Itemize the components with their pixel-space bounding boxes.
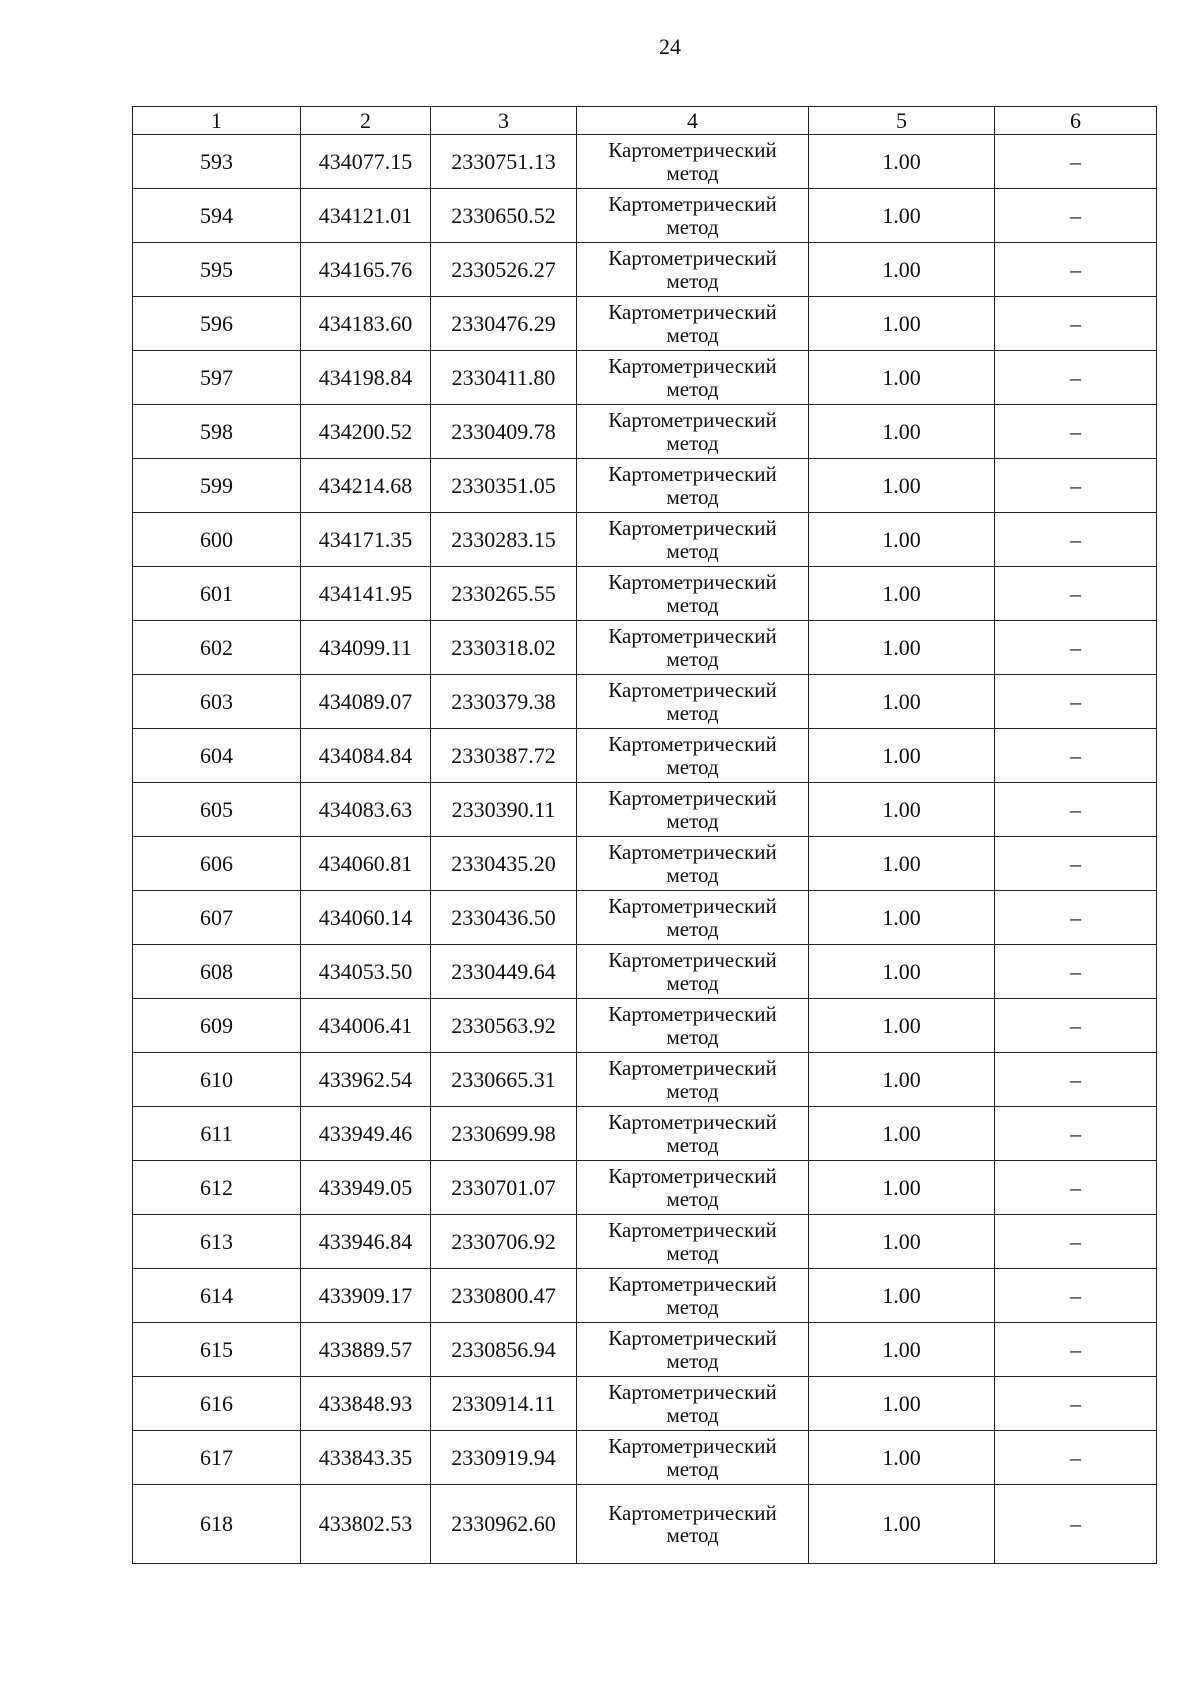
method-line-2: метод xyxy=(666,214,719,239)
x-coordinate-cell: 433949.05 xyxy=(301,1161,431,1215)
method-line-2: метод xyxy=(666,268,719,293)
y-coordinate-cell: 2330476.29 xyxy=(431,297,577,351)
x-coordinate-cell: 434099.11 xyxy=(301,621,431,675)
y-coordinate-cell: 2330387.72 xyxy=(431,729,577,783)
table-row xyxy=(133,1053,1157,1107)
header-col-1: 1 xyxy=(133,107,301,135)
method-cell xyxy=(577,1377,809,1431)
point-number-cell: 608 xyxy=(133,945,301,999)
method-line-1: Картометрический xyxy=(608,1380,777,1405)
method-line-2: метод xyxy=(666,808,719,833)
method-line-2: метод xyxy=(666,376,719,401)
x-coordinate-cell: 434006.41 xyxy=(301,999,431,1053)
note-cell: – xyxy=(995,675,1157,729)
point-number-cell: 600 xyxy=(133,513,301,567)
point-number-cell: 604 xyxy=(133,729,301,783)
note-cell: – xyxy=(995,567,1157,621)
method-line-2: метод xyxy=(666,970,719,995)
table-row xyxy=(133,783,1157,837)
table-row xyxy=(133,1161,1157,1215)
method-line-2: метод xyxy=(666,1186,719,1211)
method-line-1: Картометрический xyxy=(608,408,777,433)
accuracy-cell: 1.00 xyxy=(809,1377,995,1431)
point-number-cell: 599 xyxy=(133,459,301,513)
note-cell: – xyxy=(995,945,1157,999)
note-cell: – xyxy=(995,999,1157,1053)
note-cell: – xyxy=(995,1323,1157,1377)
header-row xyxy=(133,107,1157,135)
method-line-1: Картометрический xyxy=(608,1500,777,1525)
note-cell: – xyxy=(995,405,1157,459)
x-coordinate-cell: 434171.35 xyxy=(301,513,431,567)
method-line-1: Картометрический xyxy=(608,786,777,811)
header-col-4: 4 xyxy=(577,107,809,135)
note-cell: – xyxy=(995,135,1157,189)
method-line-1: Картометрический xyxy=(608,948,777,973)
method-cell xyxy=(577,405,809,459)
accuracy-cell: 1.00 xyxy=(809,1323,995,1377)
y-coordinate-cell: 2330411.80 xyxy=(431,351,577,405)
point-number-cell: 596 xyxy=(133,297,301,351)
table-row xyxy=(133,1269,1157,1323)
y-coordinate-cell: 2330379.38 xyxy=(431,675,577,729)
method-line-2: метод xyxy=(666,1240,719,1265)
x-coordinate-cell: 434121.01 xyxy=(301,189,431,243)
method-line-1: Картометрический xyxy=(608,1164,777,1189)
method-line-2: метод xyxy=(666,700,719,725)
method-line-1: Картометрический xyxy=(608,1110,777,1135)
y-coordinate-cell: 2330650.52 xyxy=(431,189,577,243)
note-cell: – xyxy=(995,459,1157,513)
method-cell xyxy=(577,189,809,243)
point-number-cell: 610 xyxy=(133,1053,301,1107)
method-line-1: Картометрический xyxy=(608,462,777,487)
method-cell xyxy=(577,297,809,351)
table-row xyxy=(133,945,1157,999)
point-number-cell: 614 xyxy=(133,1269,301,1323)
accuracy-cell: 1.00 xyxy=(809,351,995,405)
y-coordinate-cell: 2330701.07 xyxy=(431,1161,577,1215)
method-line-2: метод xyxy=(666,754,719,779)
table-row xyxy=(133,1431,1157,1485)
point-number-cell: 613 xyxy=(133,1215,301,1269)
note-cell: – xyxy=(995,1053,1157,1107)
y-coordinate-cell: 2330699.98 xyxy=(431,1107,577,1161)
note-cell: – xyxy=(995,1269,1157,1323)
header-col-5: 5 xyxy=(809,107,995,135)
method-cell xyxy=(577,459,809,513)
accuracy-cell: 1.00 xyxy=(809,675,995,729)
method-line-2: метод xyxy=(666,322,719,347)
method-line-2: метод xyxy=(666,160,719,185)
y-coordinate-cell: 2330351.05 xyxy=(431,459,577,513)
table-row xyxy=(133,1323,1157,1377)
note-cell: – xyxy=(995,891,1157,945)
x-coordinate-cell: 434077.15 xyxy=(301,135,431,189)
x-coordinate-cell: 433889.57 xyxy=(301,1323,431,1377)
method-line-2: метод xyxy=(666,1523,719,1547)
table-row xyxy=(133,567,1157,621)
y-coordinate-cell: 2330390.11 xyxy=(431,783,577,837)
accuracy-cell: 1.00 xyxy=(809,135,995,189)
method-line-1: Картометрический xyxy=(608,732,777,757)
method-line-2: метод xyxy=(666,1132,719,1157)
x-coordinate-cell: 433848.93 xyxy=(301,1377,431,1431)
page-number: 24 xyxy=(659,34,681,59)
method-line-1: Картометрический xyxy=(608,1272,777,1297)
point-number-cell: 618 xyxy=(133,1485,301,1564)
table-row xyxy=(133,675,1157,729)
point-number-cell: 603 xyxy=(133,675,301,729)
method-cell xyxy=(577,1215,809,1269)
accuracy-cell: 1.00 xyxy=(809,1053,995,1107)
method-cell xyxy=(577,837,809,891)
method-line-2: метод xyxy=(666,1348,719,1373)
y-coordinate-cell: 2330856.94 xyxy=(431,1323,577,1377)
method-line-1: Картометрический xyxy=(608,246,777,271)
x-coordinate-cell: 433949.46 xyxy=(301,1107,431,1161)
note-cell: – xyxy=(995,837,1157,891)
table-row xyxy=(133,351,1157,405)
table-row xyxy=(133,243,1157,297)
header-col-3: 3 xyxy=(431,107,577,135)
point-number-cell: 609 xyxy=(133,999,301,1053)
note-cell: – xyxy=(995,729,1157,783)
method-line-2: метод xyxy=(666,1078,719,1103)
table-row xyxy=(133,729,1157,783)
accuracy-cell: 1.00 xyxy=(809,405,995,459)
y-coordinate-cell: 2330436.50 xyxy=(431,891,577,945)
method-line-2: метод xyxy=(666,1456,719,1481)
method-line-1: Картометрический xyxy=(608,516,777,541)
y-coordinate-cell: 2330318.02 xyxy=(431,621,577,675)
point-number-cell: 617 xyxy=(133,1431,301,1485)
note-cell: – xyxy=(995,621,1157,675)
accuracy-cell: 1.00 xyxy=(809,621,995,675)
method-line-1: Картометрический xyxy=(608,894,777,919)
header-col-2: 2 xyxy=(301,107,431,135)
point-number-cell: 594 xyxy=(133,189,301,243)
method-line-1: Картометрический xyxy=(608,570,777,595)
point-number-cell: 595 xyxy=(133,243,301,297)
method-cell xyxy=(577,1431,809,1485)
table-row xyxy=(133,1215,1157,1269)
method-line-1: Картометрический xyxy=(608,1326,777,1351)
y-coordinate-cell: 2330800.47 xyxy=(431,1269,577,1323)
method-line-1: Картометрический xyxy=(608,300,777,325)
coordinates-table xyxy=(132,106,1157,1564)
y-coordinate-cell: 2330435.20 xyxy=(431,837,577,891)
method-line-2: метод xyxy=(666,1402,719,1427)
method-cell xyxy=(577,513,809,567)
x-coordinate-cell: 433843.35 xyxy=(301,1431,431,1485)
x-coordinate-cell: 434083.63 xyxy=(301,783,431,837)
method-line-1: Картометрический xyxy=(608,354,777,379)
point-number-cell: 612 xyxy=(133,1161,301,1215)
method-line-1: Картометрический xyxy=(608,192,777,217)
method-line-1: Картометрический xyxy=(608,1434,777,1459)
x-coordinate-cell: 434089.07 xyxy=(301,675,431,729)
note-cell: – xyxy=(995,189,1157,243)
note-cell: – xyxy=(995,1377,1157,1431)
note-cell: – xyxy=(995,297,1157,351)
x-coordinate-cell: 434198.84 xyxy=(301,351,431,405)
method-line-1: Картометрический xyxy=(608,1218,777,1243)
note-cell: – xyxy=(995,513,1157,567)
point-number-cell: 593 xyxy=(133,135,301,189)
method-cell xyxy=(577,891,809,945)
accuracy-cell: 1.00 xyxy=(809,1161,995,1215)
point-number-cell: 601 xyxy=(133,567,301,621)
note-cell: – xyxy=(995,1485,1157,1564)
method-line-1: Картометрический xyxy=(608,624,777,649)
method-cell xyxy=(577,567,809,621)
method-line-2: метод xyxy=(666,430,719,455)
table-row xyxy=(133,459,1157,513)
table-row xyxy=(133,297,1157,351)
y-coordinate-cell: 2330265.55 xyxy=(431,567,577,621)
accuracy-cell: 1.00 xyxy=(809,891,995,945)
accuracy-cell: 1.00 xyxy=(809,1269,995,1323)
method-cell xyxy=(577,351,809,405)
method-line-2: метод xyxy=(666,592,719,617)
x-coordinate-cell: 434141.95 xyxy=(301,567,431,621)
method-cell xyxy=(577,1107,809,1161)
method-cell xyxy=(577,135,809,189)
method-cell xyxy=(577,783,809,837)
method-cell xyxy=(577,1485,809,1564)
x-coordinate-cell: 433946.84 xyxy=(301,1215,431,1269)
table-row xyxy=(133,837,1157,891)
x-coordinate-cell: 434165.76 xyxy=(301,243,431,297)
accuracy-cell: 1.00 xyxy=(809,513,995,567)
y-coordinate-cell: 2330706.92 xyxy=(431,1215,577,1269)
x-coordinate-cell: 434200.52 xyxy=(301,405,431,459)
y-coordinate-cell: 2330526.27 xyxy=(431,243,577,297)
accuracy-cell: 1.00 xyxy=(809,1215,995,1269)
x-coordinate-cell: 433909.17 xyxy=(301,1269,431,1323)
method-line-2: метод xyxy=(666,484,719,509)
coordinates-table-wrapper xyxy=(132,106,1156,1564)
x-coordinate-cell: 434183.60 xyxy=(301,297,431,351)
table-row xyxy=(133,513,1157,567)
accuracy-cell: 1.00 xyxy=(809,1485,995,1564)
x-coordinate-cell: 434084.84 xyxy=(301,729,431,783)
y-coordinate-cell: 2330409.78 xyxy=(431,405,577,459)
y-coordinate-cell: 2330283.15 xyxy=(431,513,577,567)
method-line-1: Картометрический xyxy=(608,1056,777,1081)
y-coordinate-cell: 2330665.31 xyxy=(431,1053,577,1107)
point-number-cell: 611 xyxy=(133,1107,301,1161)
accuracy-cell: 1.00 xyxy=(809,729,995,783)
method-cell xyxy=(577,243,809,297)
method-cell xyxy=(577,945,809,999)
note-cell: – xyxy=(995,1215,1157,1269)
method-line-1: Картометрический xyxy=(608,1002,777,1027)
accuracy-cell: 1.00 xyxy=(809,189,995,243)
method-cell xyxy=(577,1053,809,1107)
note-cell: – xyxy=(995,1431,1157,1485)
point-number-cell: 605 xyxy=(133,783,301,837)
table-row xyxy=(133,621,1157,675)
method-cell xyxy=(577,1269,809,1323)
method-line-2: метод xyxy=(666,1294,719,1319)
method-cell xyxy=(577,1323,809,1377)
accuracy-cell: 1.00 xyxy=(809,297,995,351)
header-col-6: 6 xyxy=(995,107,1157,135)
method-line-1: Картометрический xyxy=(608,138,777,163)
note-cell: – xyxy=(995,1107,1157,1161)
y-coordinate-cell: 2330962.60 xyxy=(431,1485,577,1564)
x-coordinate-cell: 434053.50 xyxy=(301,945,431,999)
point-number-cell: 606 xyxy=(133,837,301,891)
method-line-2: метод xyxy=(666,538,719,563)
accuracy-cell: 1.00 xyxy=(809,837,995,891)
table-row xyxy=(133,1107,1157,1161)
x-coordinate-cell: 433802.53 xyxy=(301,1485,431,1564)
table-row xyxy=(133,1377,1157,1431)
table-row xyxy=(133,405,1157,459)
method-cell xyxy=(577,621,809,675)
method-line-2: метод xyxy=(666,862,719,887)
method-cell xyxy=(577,675,809,729)
accuracy-cell: 1.00 xyxy=(809,459,995,513)
table-row xyxy=(133,135,1157,189)
y-coordinate-cell: 2330751.13 xyxy=(431,135,577,189)
x-coordinate-cell: 434060.14 xyxy=(301,891,431,945)
x-coordinate-cell: 433962.54 xyxy=(301,1053,431,1107)
table-body xyxy=(133,135,1157,1564)
accuracy-cell: 1.00 xyxy=(809,999,995,1053)
note-cell: – xyxy=(995,351,1157,405)
note-cell: – xyxy=(995,783,1157,837)
x-coordinate-cell: 434214.68 xyxy=(301,459,431,513)
table-row xyxy=(133,891,1157,945)
note-cell: – xyxy=(995,243,1157,297)
accuracy-cell: 1.00 xyxy=(809,783,995,837)
note-cell: – xyxy=(995,1161,1157,1215)
method-line-2: метод xyxy=(666,646,719,671)
method-cell xyxy=(577,1161,809,1215)
method-line-1: Картометрический xyxy=(608,840,777,865)
y-coordinate-cell: 2330449.64 xyxy=(431,945,577,999)
method-cell xyxy=(577,999,809,1053)
point-number-cell: 598 xyxy=(133,405,301,459)
accuracy-cell: 1.00 xyxy=(809,243,995,297)
point-number-cell: 607 xyxy=(133,891,301,945)
y-coordinate-cell: 2330919.94 xyxy=(431,1431,577,1485)
accuracy-cell: 1.00 xyxy=(809,1107,995,1161)
x-coordinate-cell: 434060.81 xyxy=(301,837,431,891)
accuracy-cell: 1.00 xyxy=(809,567,995,621)
accuracy-cell: 1.00 xyxy=(809,1431,995,1485)
point-number-cell: 615 xyxy=(133,1323,301,1377)
point-number-cell: 597 xyxy=(133,351,301,405)
point-number-cell: 616 xyxy=(133,1377,301,1431)
table-row xyxy=(133,189,1157,243)
y-coordinate-cell: 2330914.11 xyxy=(431,1377,577,1431)
table-row xyxy=(133,1485,1157,1564)
method-line-1: Картометрический xyxy=(608,678,777,703)
method-line-2: метод xyxy=(666,916,719,941)
table-row xyxy=(133,999,1157,1053)
y-coordinate-cell: 2330563.92 xyxy=(431,999,577,1053)
accuracy-cell: 1.00 xyxy=(809,945,995,999)
method-line-2: метод xyxy=(666,1024,719,1049)
point-number-cell: 602 xyxy=(133,621,301,675)
method-cell xyxy=(577,729,809,783)
